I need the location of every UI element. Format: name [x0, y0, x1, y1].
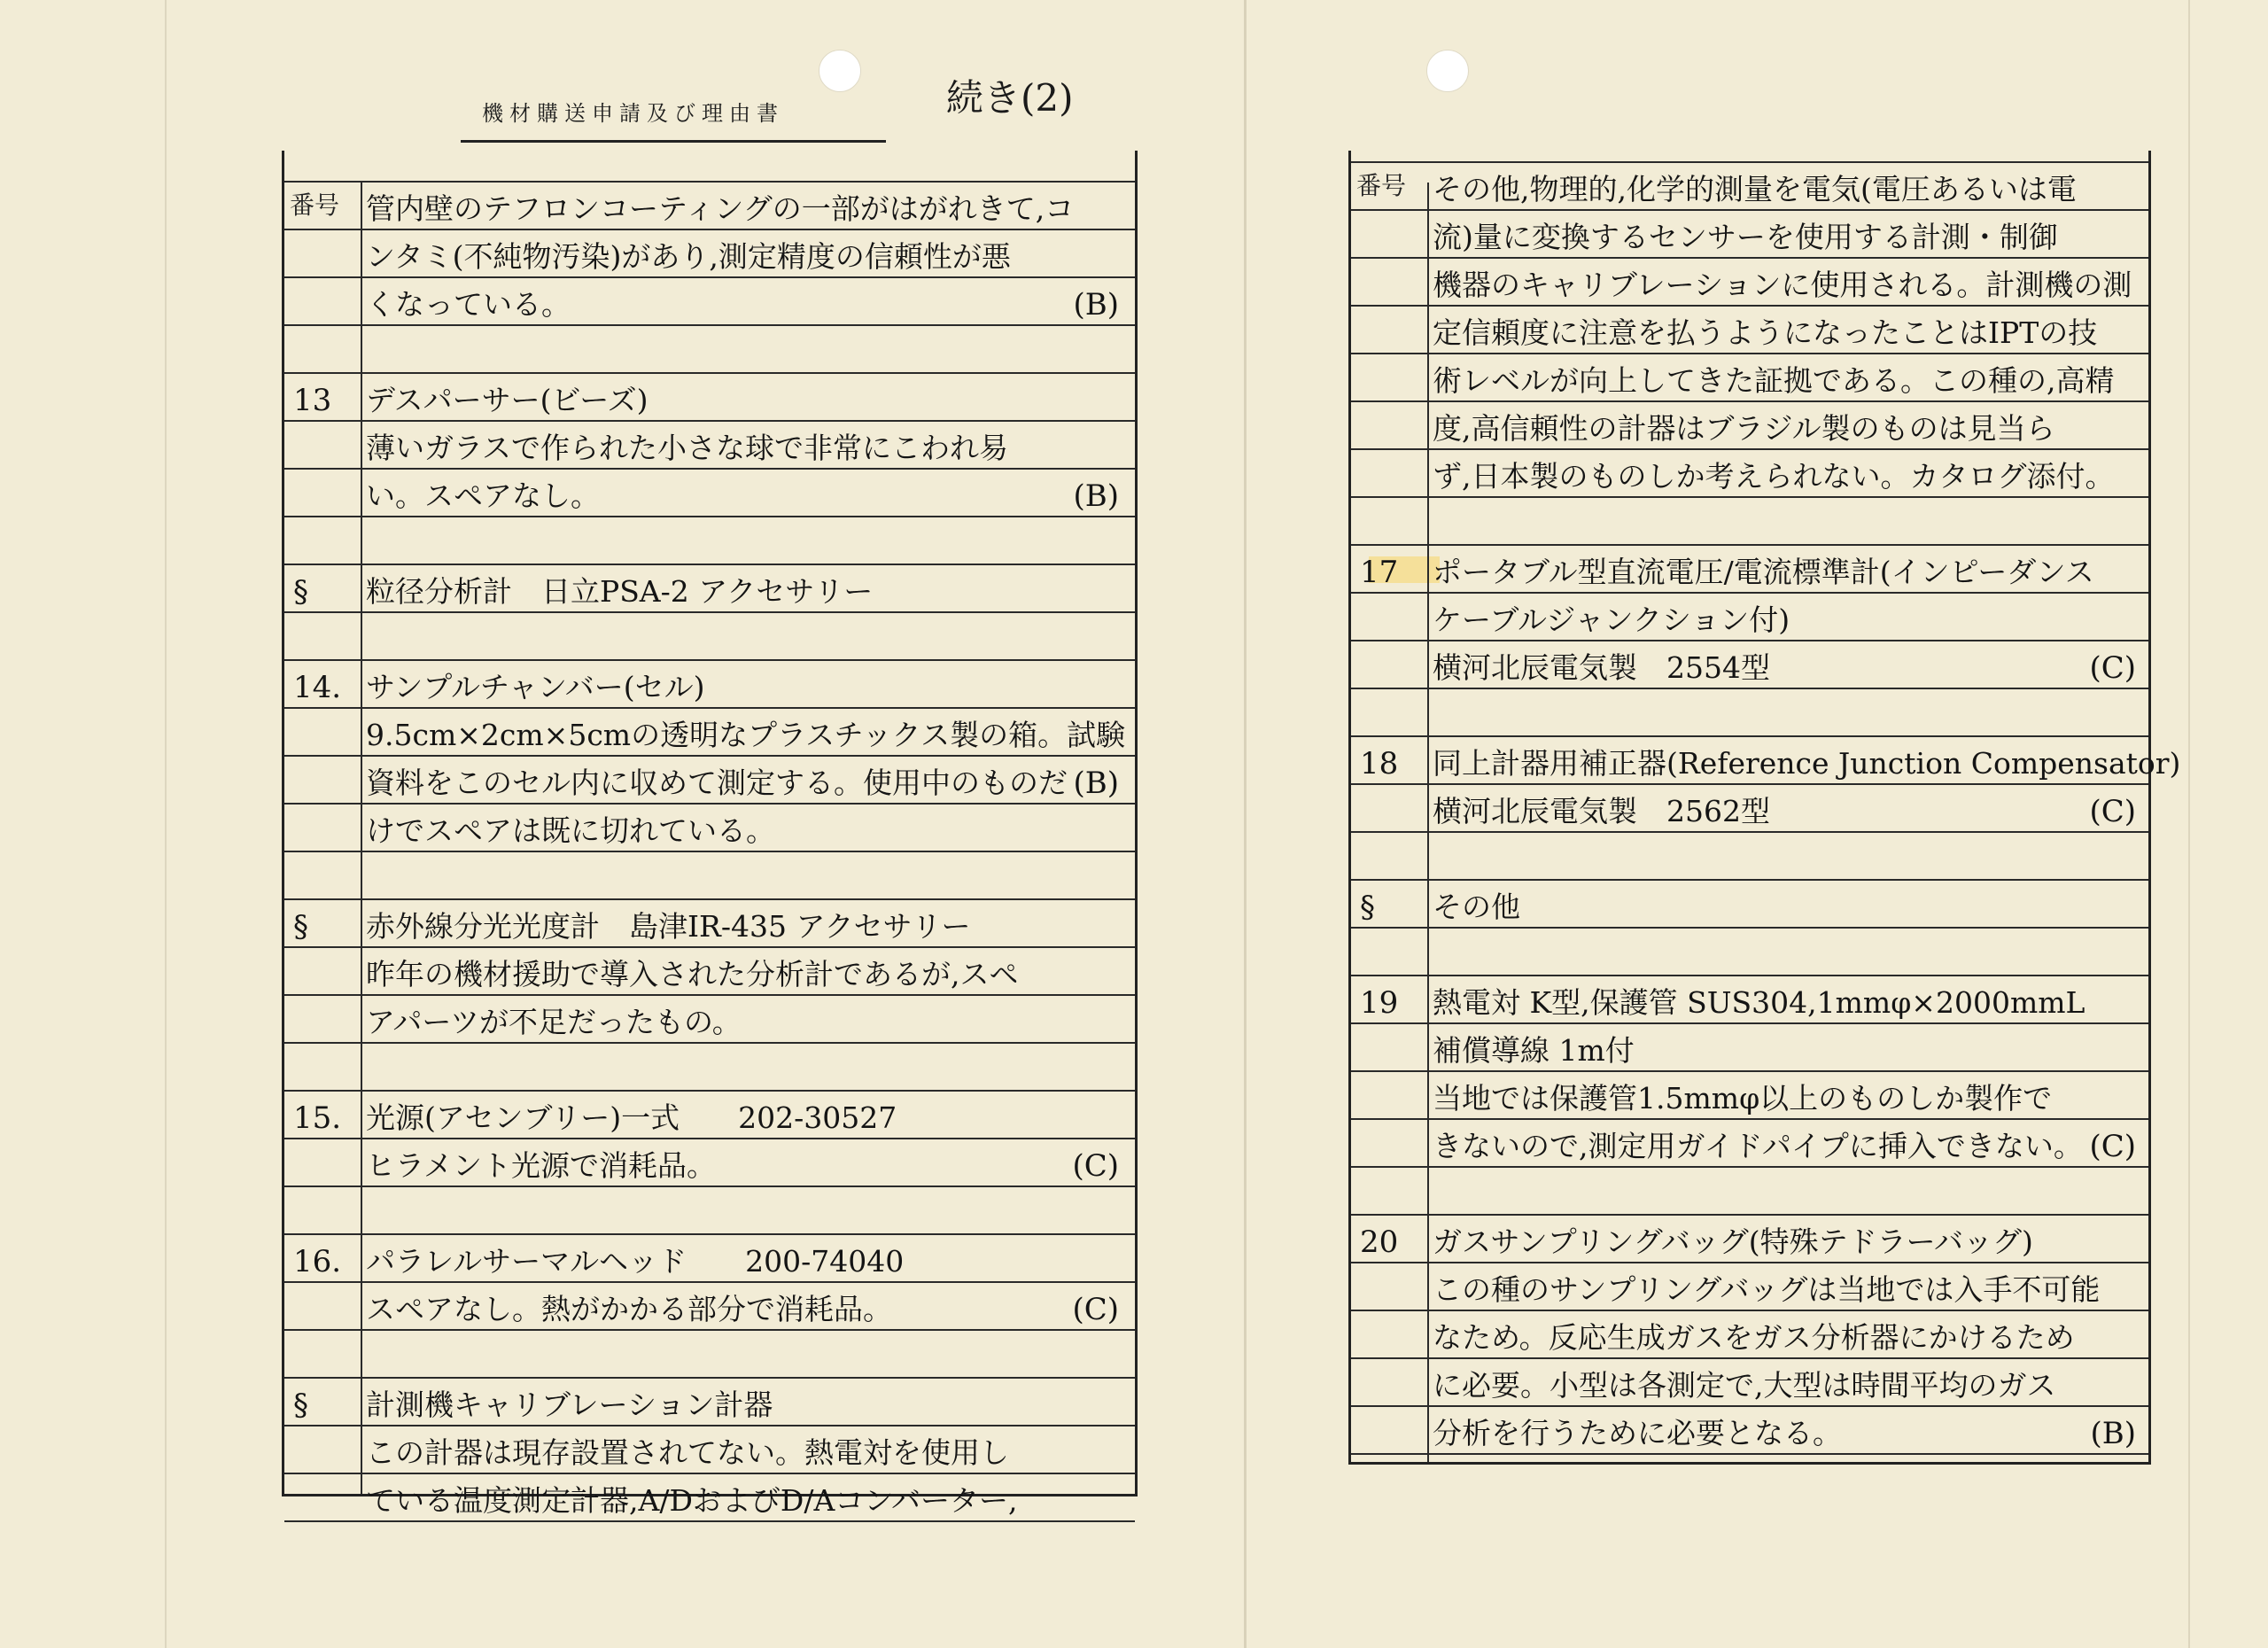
ruled-line [1351, 1262, 2148, 1263]
item-number: 15. [293, 1100, 342, 1136]
priority-grade: (B) [1073, 766, 1119, 801]
ruled-line [284, 1042, 1135, 1044]
item-number: § [293, 574, 308, 610]
priority-grade: (B) [1073, 287, 1119, 323]
continuation-mark: 続き(2) [946, 76, 1074, 120]
ruled-line [1351, 305, 2148, 307]
handwritten-line: 薄いガラスで作られた小さな球で非常にこわれ易 [366, 431, 1009, 465]
form-title: 機材購送申請及び理由書 [482, 101, 784, 126]
handwritten-line: 機器のキャリブレーションに使用される。計測機の測 [1433, 268, 2132, 302]
handwritten-line: ている温度測定計器,A/DおよびD/Aコンバーター, [366, 1483, 1018, 1518]
handwritten-line: 補償導線 1m付 [1433, 1033, 1635, 1068]
ruled-line [284, 659, 1135, 661]
ruled-line [284, 1473, 1135, 1474]
handwritten-line: 管内壁のテフロンコーティングの一部がはがれきて,コ [366, 191, 1075, 226]
handwritten-line: サンプルチャンバー(セル) [366, 670, 705, 704]
handwritten-line: 流)量に変換するセンサーを使用する計測・制御 [1433, 220, 2058, 254]
right-margin-edge [2188, 0, 2190, 1648]
handwritten-line: 同上計器用補正器(Reference Junction Compensator) [1433, 746, 2181, 781]
ruled-line [284, 1090, 1135, 1092]
ruled-line [284, 1138, 1135, 1139]
handwritten-line: なため。反応生成ガスをガス分析器にかけるため [1433, 1320, 2075, 1355]
ruled-line [284, 1520, 1135, 1522]
item-number: § [293, 1388, 308, 1423]
ruled-line [1351, 688, 2148, 689]
ruled-line [1351, 735, 2148, 737]
ruled-line [1351, 879, 2148, 881]
punch-hole-right [1426, 50, 1469, 92]
handwritten-line: に必要。小型は各測定で,大型は時間平均のガス [1433, 1368, 2056, 1403]
handwritten-line: 度,高信頼性の計器はブラジル製のものは見当ら [1433, 411, 2055, 446]
handwritten-line: ポータブル型直流電圧/電流標準計(インピーダンス [1433, 555, 2094, 589]
ruled-line [1351, 1453, 2148, 1455]
priority-grade: (C) [1072, 1292, 1119, 1327]
ruled-line [284, 898, 1135, 900]
ruled-line [1351, 1310, 2148, 1311]
handwritten-line: この計器は現存設置されてない。熱電対を使用し [366, 1435, 1009, 1470]
left-margin-edge [165, 0, 167, 1648]
ruled-line [284, 276, 1135, 278]
handwritten-line: 当地では保護管1.5mmφ以上のものしか製作で [1433, 1081, 2053, 1116]
handwritten-line: 定信頼度に注意を払うようになったことはIPTの技 [1433, 315, 2098, 350]
priority-grade: (C) [2089, 650, 2136, 686]
ruled-line [1351, 783, 2148, 785]
handwritten-line: デスパーサー(ビーズ) [366, 383, 649, 417]
handwritten-line: きないので,測定用ガイドパイプに挿入できない。 [1433, 1129, 2083, 1163]
ruled-line [1351, 257, 2148, 259]
item-number: 13 [293, 383, 332, 418]
handwritten-line: その他 [1433, 890, 1520, 924]
handwritten-line: 粒径分析計 日立PSA-2 アクセサリー [366, 574, 874, 609]
ruled-line [1351, 448, 2148, 450]
ruled-line [1351, 975, 2148, 976]
ruled-line [1351, 400, 2148, 402]
ruled-line [1351, 209, 2148, 211]
handwritten-line: パラレルサーマルヘッド 200-74040 [366, 1244, 905, 1279]
form-header [461, 85, 886, 143]
ruled-line [284, 564, 1135, 565]
handwritten-line: 分析を行うために必要となる。 [1433, 1416, 1842, 1450]
handwritten-line: けでスペアは既に切れている。 [366, 813, 775, 848]
item-number: § [293, 909, 308, 944]
column-header-number: 番号 [290, 190, 340, 220]
handwritten-line: ケーブルジャンクション付) [1433, 602, 1790, 637]
item-number: 20 [1360, 1224, 1399, 1260]
handwritten-line: 資料をこのセル内に収めて測定する。使用中のものだ [366, 766, 1068, 800]
ruled-line [1351, 1118, 2148, 1120]
ruled-line [284, 994, 1135, 996]
ruled-line [1351, 496, 2148, 498]
ruled-line [284, 707, 1135, 709]
ruled-line [284, 324, 1135, 326]
handwritten-line: その他,物理的,化学的測量を電気(電圧あるいは電 [1433, 172, 2077, 206]
handwritten-line: ンタミ(不純物汚染)があり,測定精度の信頼性が悪 [366, 239, 1011, 274]
center-fold-line [1244, 0, 1247, 1648]
handwritten-line: アパーツが不足だったもの。 [366, 1005, 742, 1039]
handwritten-line: この種のサンプリングバッグは当地では入手不可能 [1433, 1272, 2101, 1307]
handwritten-line: 9.5cm×2cm×5cmの透明なプラスチックス製の箱。試験 [366, 718, 1126, 752]
item-number: 18 [1360, 746, 1399, 781]
ruled-line [1351, 161, 2148, 163]
ruled-line [284, 516, 1135, 517]
number-column-divider [361, 183, 362, 1494]
handwritten-line: ヒラメント光源で消耗品。 [366, 1148, 717, 1183]
column-header-number: 番号 [1356, 171, 1407, 200]
handwritten-line: い。スペアなし。 [366, 478, 600, 513]
ruled-line [284, 1377, 1135, 1379]
item-number: § [1360, 890, 1375, 925]
priority-grade: (C) [2089, 794, 2136, 829]
ruled-line [1351, 1357, 2148, 1359]
priority-grade: (B) [1073, 478, 1119, 514]
ruled-line [284, 755, 1135, 757]
priority-grade: (C) [1072, 1148, 1119, 1184]
ruled-line [1351, 831, 2148, 833]
item-number: 17 [1360, 555, 1399, 590]
ruled-line [1351, 1070, 2148, 1072]
ruled-line [1351, 927, 2148, 929]
item-number: 19 [1360, 985, 1399, 1021]
ruled-line [1351, 640, 2148, 641]
ruled-line [284, 851, 1135, 852]
handwritten-line: くなっている。 [366, 287, 571, 322]
ruled-line [284, 611, 1135, 613]
ruled-line [284, 1329, 1135, 1331]
handwritten-line: スペアなし。熱がかかる部分で消耗品。 [366, 1292, 892, 1326]
ruled-line [1351, 1214, 2148, 1216]
number-column-divider [1427, 183, 1429, 1462]
ruled-line [284, 181, 1135, 183]
handwritten-line: 昨年の機材援助で導入された分析計であるが,スペ [366, 957, 1019, 991]
right-ruled-sheet [1348, 151, 2181, 1465]
ruled-line [284, 1281, 1135, 1283]
ruled-line [284, 1185, 1135, 1187]
handwritten-line: ガスサンプリングバッグ(特殊テドラーバッグ) [1433, 1224, 2033, 1259]
ruled-line [284, 803, 1135, 805]
handwritten-line: 術レベルが向上してきた証拠である。この種の,高精 [1433, 363, 2115, 398]
handwritten-line: 熱電対 K型,保護管 SUS304,1mmφ×2000mmL [1433, 985, 2085, 1020]
priority-grade: (C) [2089, 1129, 2136, 1164]
handwritten-line: 横河北辰電気製 2554型 [1433, 650, 1770, 685]
item-number: 16. [293, 1244, 342, 1279]
ruled-line [1351, 1022, 2148, 1024]
handwritten-line: 計測機キャリブレーション計器 [366, 1388, 773, 1422]
ruled-line [284, 1233, 1135, 1235]
handwritten-line: 横河北辰電気製 2562型 [1433, 794, 1770, 828]
ruled-line [284, 372, 1135, 374]
handwritten-line: 光源(アセンブリー)一式 202-30527 [366, 1100, 897, 1135]
left-ruled-sheet [282, 151, 1138, 1518]
ruled-line [284, 946, 1135, 948]
ruled-line [284, 468, 1135, 470]
ruled-line [284, 420, 1135, 422]
item-number: 14. [293, 670, 342, 705]
priority-grade: (B) [2090, 1416, 2136, 1451]
handwritten-line: ず,日本製のものしか考えられない。カタログ添付。 [1433, 459, 2115, 494]
ruled-line [284, 229, 1135, 230]
ruled-line [1351, 353, 2148, 354]
ruled-line [1351, 544, 2148, 546]
ruled-line [1351, 1166, 2148, 1168]
ruled-line [284, 1425, 1135, 1426]
handwritten-line: 赤外線分光光度計 島津IR-435 アクセサリー [366, 909, 971, 944]
ruled-line [1351, 1405, 2148, 1407]
ruled-line [1351, 592, 2148, 594]
